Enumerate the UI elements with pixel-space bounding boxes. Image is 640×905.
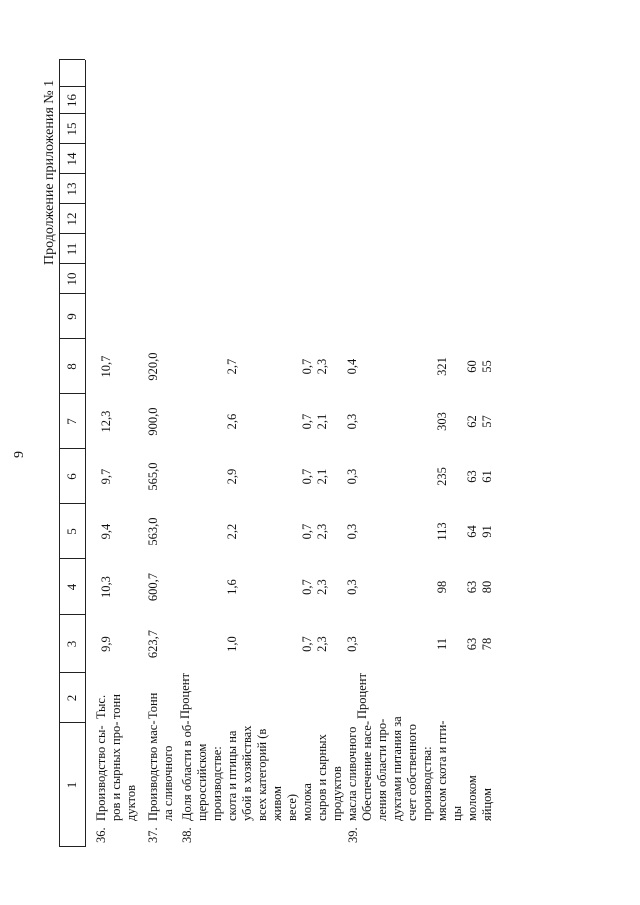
row-name: Производство сы- ров и сырных про- дуктов [94, 721, 138, 821]
row-number: 37. [146, 827, 160, 843]
value-cell: 0,4 [345, 358, 359, 375]
header-col-6: 6 [64, 473, 79, 480]
value-cell: 63 [465, 470, 479, 483]
value-cell: 2,9 [225, 468, 239, 485]
value-cell: 12,3 [99, 410, 113, 433]
header-col-11: 11 [64, 242, 79, 256]
header-bottom-border [85, 60, 86, 847]
value-cell: 2,3 [315, 636, 329, 652]
row-unit: Тонн [146, 692, 160, 719]
subrow-name: масла сливочного [345, 726, 359, 821]
subrow-name: скота и птицы на убой в хозяйствах всех категорий (в живом весе) [225, 725, 299, 821]
header-col-9: 9 [64, 313, 79, 320]
value-cell: 63 [465, 580, 479, 594]
value-cell: 10,3 [99, 576, 113, 598]
value-cell: 91 [480, 525, 494, 538]
row-number: 36. [94, 827, 108, 843]
value-cell: 98 [435, 580, 449, 594]
row-number: 39. [346, 827, 360, 843]
value-cell: 920,0 [146, 352, 160, 381]
value-cell: 63 [465, 637, 479, 651]
value-cell: 57 [480, 415, 494, 428]
value-cell: 113 [435, 522, 449, 541]
value-cell: 61 [480, 470, 494, 483]
page-number: 9 [12, 451, 27, 458]
value-cell: 1,0 [225, 636, 239, 652]
header-col-4: 4 [64, 583, 79, 591]
row-name: Доля области в об- щероссийском производстве: [180, 720, 224, 821]
value-cell: 303 [435, 412, 449, 431]
subrow-name: мясом скота и пти- цы [435, 720, 464, 821]
value-cell: 900,0 [146, 407, 160, 436]
value-cell: 11 [435, 637, 449, 651]
value-cell: 60 [465, 360, 479, 373]
subrow-name: молоком [465, 775, 479, 821]
value-cell: 55 [480, 360, 494, 373]
header-col-15: 15 [64, 122, 79, 136]
value-cell: 600,7 [146, 572, 160, 602]
header-col-12: 12 [64, 212, 79, 226]
value-cell: 1,6 [225, 579, 239, 595]
header-col-14: 14 [64, 152, 79, 166]
value-cell: 0,3 [345, 579, 359, 595]
value-cell: 0,7 [300, 579, 314, 595]
value-cell: 0,7 [300, 523, 314, 540]
value-cell: 2,2 [225, 523, 239, 540]
value-cell: 9,7 [99, 468, 113, 485]
table-top-border [59, 60, 60, 847]
header-col-16: 16 [64, 94, 79, 107]
header-col-7: 7 [64, 418, 79, 425]
value-cell: 0,3 [345, 413, 359, 430]
value-cell: 2,3 [315, 579, 329, 595]
value-cell: 623,7 [146, 629, 160, 659]
header-col-5: 5 [64, 528, 79, 535]
header-col-10: 10 [64, 272, 79, 286]
value-cell: 2,3 [315, 358, 329, 375]
value-cell: 64 [465, 525, 479, 538]
header-col-1: 1 [64, 781, 79, 789]
header-col-3: 3 [64, 640, 79, 648]
value-cell: 563,0 [146, 517, 160, 546]
header-col-13: 13 [64, 182, 79, 196]
value-cell: 565,0 [146, 462, 160, 491]
row-number: 38. [180, 827, 194, 843]
value-cell: 2,3 [315, 523, 329, 540]
value-cell: 0,7 [300, 358, 314, 375]
value-cell: 2,7 [225, 358, 239, 375]
value-cell: 2,1 [315, 468, 329, 485]
value-cell: 0,7 [300, 468, 314, 485]
value-cell: 10,7 [99, 355, 113, 378]
value-cell: 0,3 [345, 636, 359, 652]
value-cell: 0,7 [300, 413, 314, 430]
header-col-8: 8 [64, 363, 79, 370]
value-cell: 235 [435, 467, 449, 486]
value-cell: 62 [465, 415, 479, 428]
value-cell: 9,9 [99, 636, 113, 652]
subrow-name: сыров и сырных продуктов [315, 734, 344, 821]
value-cell: 9,4 [99, 523, 113, 540]
value-cell: 2,6 [225, 413, 239, 430]
value-cell: 321 [435, 357, 449, 376]
row-name: Обеспечение насе- ления области про- дуктами питания за счет собственного производства: [360, 716, 434, 821]
row-name: Производство мас- ла сливочного [146, 720, 175, 821]
value-cell: 2,1 [315, 413, 329, 430]
value-cell: 80 [480, 580, 494, 594]
subrow-name: молока [300, 783, 314, 821]
value-cell: 0,7 [300, 636, 314, 652]
value-cell: 0,3 [345, 468, 359, 485]
row-unit: Тыс. тонн [94, 694, 123, 719]
value-cell: 78 [480, 637, 494, 651]
row-unit: Процент [355, 673, 369, 719]
col-divider [59, 59, 85, 60]
subrow-name: яйцом [480, 787, 494, 821]
row-unit: Процент [178, 673, 192, 719]
continuation-caption: Продолжение приложения № 1 [42, 79, 57, 265]
header-col-2: 2 [64, 694, 79, 702]
value-cell: 0,3 [345, 523, 359, 540]
